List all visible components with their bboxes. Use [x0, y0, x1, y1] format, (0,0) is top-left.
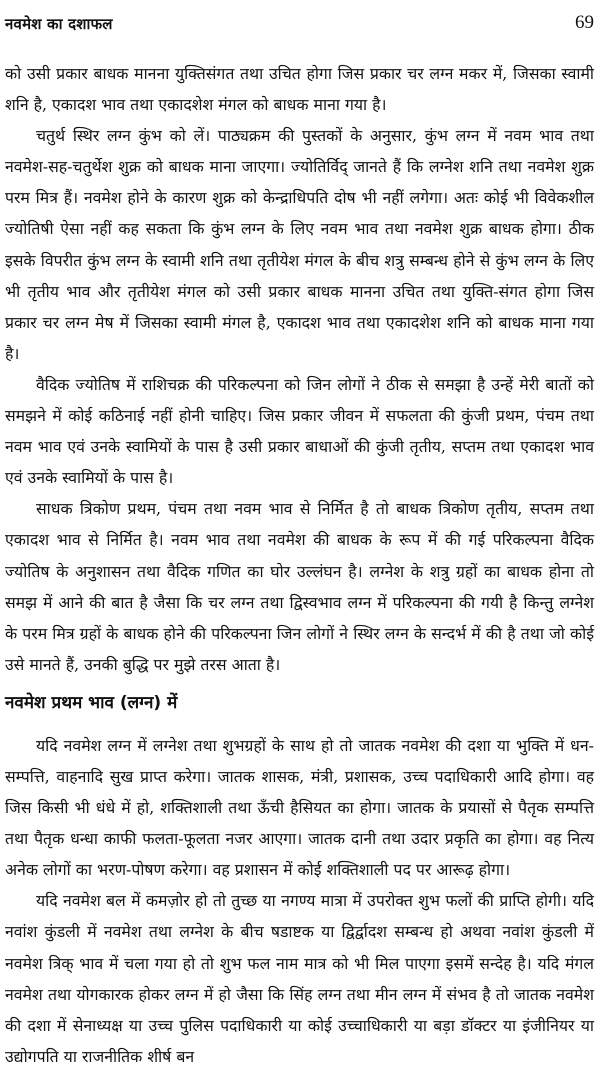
- paragraph: यदि नवमेश लग्न में लग्नेश तथा शुभग्रहों के साथ हो तो जातक नवमेश की दशा या भुक्ति में धन-सम्पत्ति, वाहनादि सुख प्राप्त करेगा। जातक शासक, मंत्री, प्रशासक, उच्च पदाधिकारी आदि होगा। वह जिस किसी भी धंधे में हो, शक्तिशाली तथा ऊँची हैसियत का होगा। जातक के प्रयासों से पैतृक सम्पत्ति तथा पैतृक धन्धा काफी फलता-फूलता नजर आएगा। जातक दानी तथा उदार प्रकृति का होगा। वह नित्य अनेक लोगों का भरण-पोषण करेगा। वह प्रशासन में कोई शक्तिशाली पद पर आरूढ़ होगा।: [5, 735, 594, 880]
- page-number: 69: [575, 12, 594, 33]
- body-text: [5, 58, 594, 1072]
- page-header: [5, 12, 594, 42]
- paragraph: चतुर्थ स्थिर लग्न कुंभ को लें। पाठ्यक्रम की पुस्तकों के अनुसार, कुंभ लग्न में नवम भाव तथा नवमेश-सह-चतुर्थेश शुक्र को बाधक माना जाएगा। ज्योतिर्विद् जानते हैं कि लग्नेश शनि तथा नवमेश शुक्र परम मित्र हैं। नवमेश होने के कारण शुक्र को केन्द्राधिपति दोष भी नहीं लगेगा। अतः कोई भी विवेकशील ज्योतिषी ऐसा नहीं कह सकता कि कुंभ लग्न के लिए नवम भाव तथा नवमेश शुक्र बाधक होगा। ठीक इसके विपरीत कुंभ लग्न के स्वामी शनि तथा तृतीयेश मंगल के बीच शत्रु सम्बन्ध होने से कुंभ लग्न के लिए भी तृतीय भाव और तृतीयेश मंगल को उसी प्रकार बाधक मानना उचित तथा युक्ति-संगत होगा जिस प्रकार चर लग्न मेष में जिसका स्वामी मंगल है, एकादश भाव तथा एकादशेश शनि को बाधक माना गया है।: [5, 126, 594, 363]
- section-heading: नवमेश प्रथम भाव (लग्न) में: [5, 692, 178, 713]
- paragraph: को उसी प्रकार बाधक मानना युक्तिसंगत तथा उचित होगा जिस प्रकार चर लग्न मकर में, जिसका स्वामी शनि है, एकादश भाव तथा एकादशेश मंगल को बाधक माना गया है।: [5, 64, 594, 115]
- running-title: नवमेश का दशाफल: [5, 15, 113, 33]
- paragraph: यदि नवमेश बल में कमज़ोर हो तो तुच्छ या नगण्य मात्रा में उपरोक्त शुभ फलों की प्राप्ति होगी। यदि नवांश कुंडली में नवमेश तथा लग्नेश के बीच षडाष्टक या द्विर्द्वादश सम्बन्ध हो अथवा नवांश कुंडली में नवमेश त्रिक् भाव में चला गया हो तो शुभ फल नाम मात्र को भी मिल पाएगा इसमें सन्देह है। यदि मंगल नवमेश तथा योगकारक होकर लग्न में हो जैसा कि सिंह लग्न तथा मीन लग्न में संभव है तो जातक नवमेश की दशा में सेनाध्यक्ष या उच्च पुलिस पदाधिकारी या कोई उच्चाधिकारी या बड़ा डॉक्टर या इंजीनियर या उद्योगपति या राजनीतिक शीर्ष बन: [5, 891, 594, 1066]
- paragraph: साधक त्रिकोण प्रथम, पंचम तथा नवम भाव से निर्मित है तो बाधक त्रिकोण तृतीय, सप्तम तथा एकादश भाव से निर्मित है। नवम भाव तथा नवमेश की बाधक के रूप में की गई परिकल्पना वैदिक ज्योतिष के अनुशासन तथा वैदिक गणित का घोर उल्लंघन है। लग्नेश के शत्रु ग्रहों का बाधक होना तो समझ में आने की बात है जैसा कि चर लग्न तथा द्विस्वभाव लग्न में परिकल्पना की गयी है किन्तु लग्नेश के परम मित्र ग्रहों के बाधक होने की परिकल्पना जिन लोगों ने स्थिर लग्न के सन्दर्भ में की है तथा जो कोई उसे मानते हैं, उनकी बुद्धि पर मुझे तरस आता है।: [5, 499, 594, 674]
- paragraph: वैदिक ज्योतिष में राशिचक्र की परिकल्पना को जिन लोगों ने ठीक से समझा है उन्हें मेरी बातों को समझने में कोई कठिनाई नहीं होनी चाहिए। जिस प्रकार जीवन में सफलता की कुंजी प्रथम, पंचम तथा नवम भाव एवं उनके स्वामियों के पास है उसी प्रकार बाधाओं की कुंजी तृतीय, सप्तम तथा एकादश भाव एवं उनके स्वामियों के पास है।: [5, 374, 594, 488]
